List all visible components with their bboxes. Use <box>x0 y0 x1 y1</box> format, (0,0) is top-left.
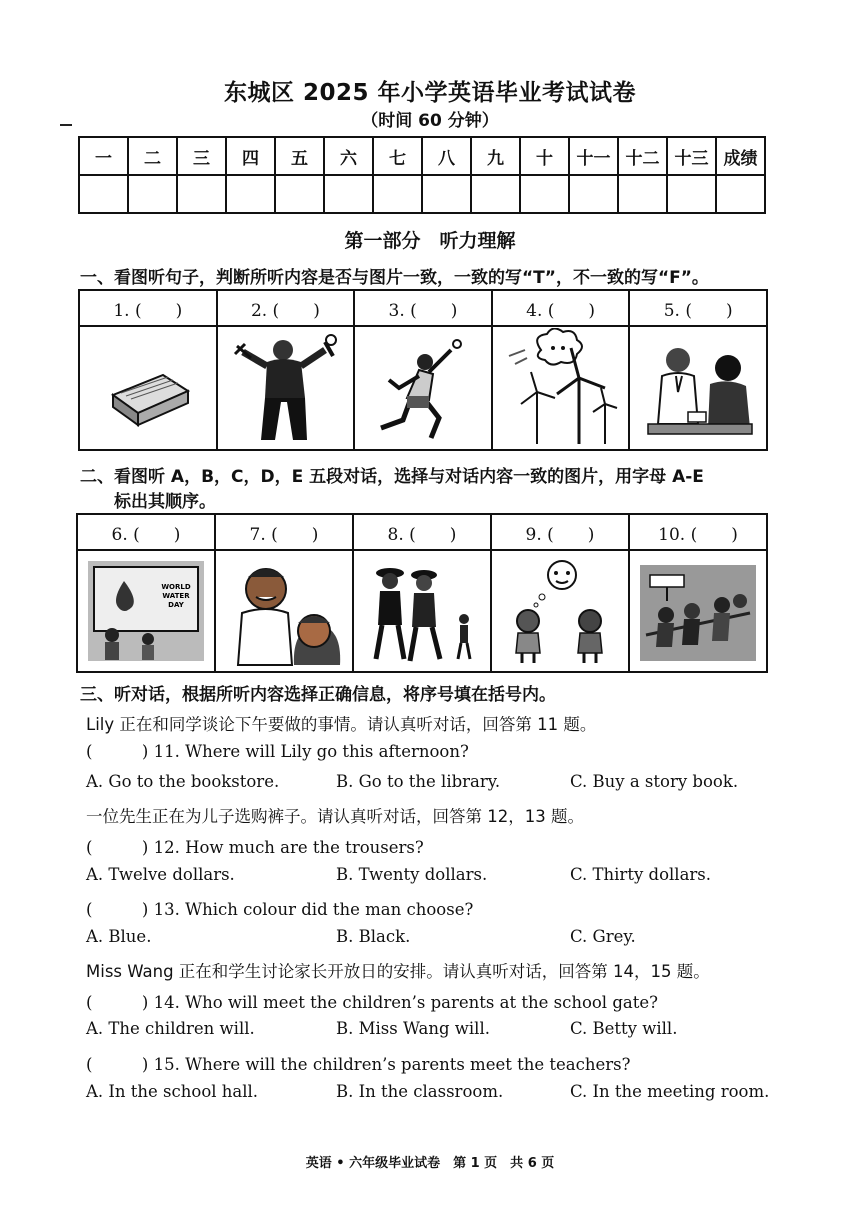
answer-blank-8[interactable]: 8. ( ) <box>353 514 491 550</box>
children-thinking-icon <box>498 555 622 667</box>
score-cell[interactable] <box>422 175 471 213</box>
score-cell[interactable] <box>716 175 765 213</box>
dentist-icon <box>222 555 346 667</box>
answer-blank-3[interactable]: 3. ( ) <box>354 290 492 326</box>
score-header: 十三 <box>667 137 716 175</box>
picture-cell-6 <box>77 550 215 672</box>
option-12-c[interactable]: C. Thirty dollars. <box>570 865 712 884</box>
score-header: 九 <box>471 137 520 175</box>
score-header: 六 <box>324 137 373 175</box>
question-13[interactable]: ( ) 13. Which colour did the man choose? <box>86 900 474 919</box>
exam-title: 东城区 2025 年小学英语毕业考试试卷 <box>223 80 637 106</box>
picture-cell-10 <box>629 550 767 672</box>
question-14[interactable]: ( ) 14. Who will meet the children’s parents at the school gate? <box>86 993 658 1012</box>
answer-blank-1[interactable]: 1. ( ) <box>79 290 217 326</box>
score-cell[interactable] <box>226 175 275 213</box>
answer-blank-4[interactable]: 4. ( ) <box>492 290 630 326</box>
question-15[interactable]: ( ) 15. Where will the children’s parents meet the teachers? <box>86 1055 631 1074</box>
score-cell[interactable] <box>79 175 128 213</box>
option-15-b[interactable]: B. In the classroom. <box>336 1082 504 1101</box>
option-14-b[interactable]: B. Miss Wang will. <box>336 1019 490 1038</box>
score-cell[interactable] <box>618 175 667 213</box>
option-12-b[interactable]: B. Twenty dollars. <box>336 865 488 884</box>
group-intro-12-13: 一位先生正在为儿子选购裤子。请认真听对话，回答第 12，13 题。 <box>86 807 584 826</box>
group-intro-11: Lily 正在和同学谈论下午要做的事情。请认真听对话，回答第 11 题。 <box>86 715 597 734</box>
picture-cell-1 <box>79 326 217 450</box>
answer-blank-10[interactable]: 10. ( ) <box>629 514 767 550</box>
score-header: 十一 <box>569 137 618 175</box>
mechanic-icon <box>225 328 345 448</box>
poster-line-1: WORLD <box>161 583 191 591</box>
answer-blank-2[interactable]: 2. ( ) <box>217 290 355 326</box>
option-11-a[interactable]: A. Go to the bookstore. <box>86 772 280 791</box>
score-header: 七 <box>373 137 422 175</box>
option-13-b[interactable]: B. Black. <box>336 927 411 946</box>
score-header: 一 <box>79 137 128 175</box>
score-header: 三 <box>177 137 226 175</box>
score-cell[interactable] <box>667 175 716 213</box>
score-cell[interactable] <box>324 175 373 213</box>
score-header: 五 <box>275 137 324 175</box>
score-cell[interactable] <box>471 175 520 213</box>
score-header: 成绩 <box>716 137 765 175</box>
poster-line-3: DAY <box>168 601 184 609</box>
score-cell[interactable] <box>275 175 324 213</box>
doctor-patient-icon <box>638 328 758 448</box>
poster-line-2: WATER <box>162 592 190 600</box>
eraser-icon <box>88 333 208 443</box>
answer-blank-6[interactable]: 6. ( ) <box>77 514 215 550</box>
picture-cell-3 <box>354 326 492 450</box>
picture-cell-2 <box>217 326 355 450</box>
picture-cell-9 <box>491 550 629 672</box>
page-footer: 英语 • 六年级毕业试卷 第 1 页 共 6 页 <box>305 1156 555 1171</box>
section-two-instruction-line1: 二、看图听 A，B，C，D，E 五段对话，选择与对话内容一致的图片，用字母 A-E <box>80 467 704 487</box>
score-cell[interactable] <box>177 175 226 213</box>
question-11[interactable]: ( ) 11. Where will Lily go this afternoon? <box>86 742 469 761</box>
score-cell[interactable] <box>373 175 422 213</box>
score-cell[interactable] <box>520 175 569 213</box>
option-13-a[interactable]: A. Blue. <box>86 927 152 946</box>
option-14-c[interactable]: C. Betty will. <box>570 1019 678 1038</box>
question-12[interactable]: ( ) 12. How much are the trousers? <box>86 838 424 857</box>
score-table <box>78 136 766 214</box>
option-11-b[interactable]: B. Go to the library. <box>336 772 501 791</box>
score-header: 十二 <box>618 137 667 175</box>
option-15-a[interactable]: A. In the school hall. <box>86 1082 259 1101</box>
section-one-picture-table <box>78 289 768 451</box>
option-11-c[interactable]: C. Buy a story book. <box>570 772 739 791</box>
option-13-c[interactable]: C. Grey. <box>570 927 636 946</box>
score-header: 十 <box>520 137 569 175</box>
answer-blank-7[interactable]: 7. ( ) <box>215 514 353 550</box>
part-one-title: 第一部分 听力理解 <box>344 230 516 252</box>
score-header: 四 <box>226 137 275 175</box>
answer-blank-5[interactable]: 5. ( ) <box>629 290 767 326</box>
answer-blank-9[interactable]: 9. ( ) <box>491 514 629 550</box>
score-cell[interactable] <box>569 175 618 213</box>
option-12-a[interactable]: A. Twelve dollars. <box>86 865 235 884</box>
picture-cell-7 <box>215 550 353 672</box>
picture-cell-4 <box>492 326 630 450</box>
picture-cell-5 <box>629 326 767 450</box>
group-intro-14-15: Miss Wang 正在和学生讨论家长开放日的安排。请认真听对话，回答第 14，15 题。 <box>86 962 710 981</box>
spy-figures-icon <box>360 555 484 667</box>
picture-cell-8 <box>353 550 491 672</box>
section-three-instruction: 三、听对话，根据所听内容选择正确信息，将序号填在括号内。 <box>80 685 556 705</box>
section-two-instruction-line2: 标出其顺序。 <box>114 492 216 512</box>
score-header: 二 <box>128 137 177 175</box>
section-two-picture-table <box>76 513 768 673</box>
wind-turbines-icon <box>501 328 621 448</box>
exam-duration: （时间 60 分钟） <box>361 111 499 131</box>
option-14-a[interactable]: A. The children will. <box>86 1019 255 1038</box>
score-cell[interactable] <box>128 175 177 213</box>
option-15-c[interactable]: C. In the meeting room. <box>570 1082 770 1101</box>
score-header: 八 <box>422 137 471 175</box>
jumping-player-icon <box>363 328 483 448</box>
section-one-instruction: 一、看图听句子，判断所听内容是否与图片一致，一致的写“T”，不一致的写“F”。 <box>80 268 709 288</box>
world-water-day-icon <box>84 555 208 667</box>
tug-of-war-icon <box>636 555 760 667</box>
